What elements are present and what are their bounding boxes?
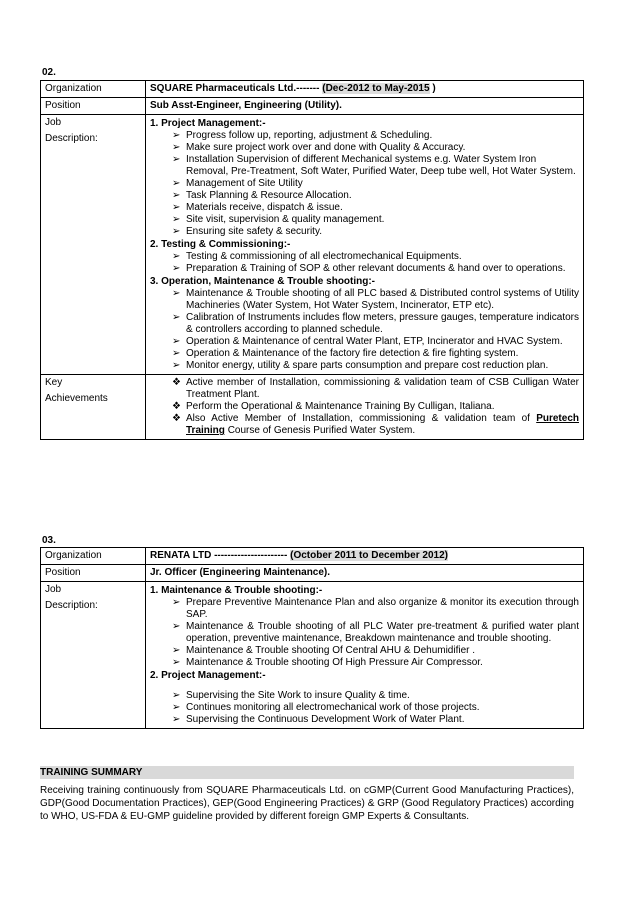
arrow-bullet-icon: ➢	[172, 130, 181, 141]
diamond-bullet-icon: ❖	[172, 413, 181, 424]
job-description-row	[41, 582, 584, 729]
arrow-bullet-icon: ➢	[172, 702, 181, 713]
arrow-bullet-icon: ➢	[172, 154, 181, 165]
arrow-bullet-icon: ➢	[172, 645, 181, 656]
list-item: ❖ Perform the Operational & Maintenance Training By Culligan, Italiana.	[172, 401, 495, 412]
job-description-label	[41, 115, 146, 375]
diamond-bullet-icon: ❖	[172, 401, 181, 412]
list-item: ➢ Maintenance & Trouble shooting of all PLC based & Distributed control systems of Utility Machineries (Water System, Hot Water System, Incinerator, ETP etc).	[172, 288, 579, 311]
arrow-bullet-icon: ➢	[172, 142, 181, 153]
key-achievements-row	[41, 375, 584, 440]
training-summary-heading: TRAINING SUMMARY	[40, 766, 574, 779]
list-item: ➢ Prepare Preventive Maintenance Plan and also organize & monitor its execution through SAP.	[172, 597, 579, 620]
list-item: ➢ Calibration of Instruments includes flow meters, pressure gauges, temperature indicators & controllers according to planned schedule.	[172, 312, 579, 335]
arrow-bullet-icon: ➢	[172, 190, 181, 201]
job-table-02	[40, 80, 584, 440]
list-item: ➢ Ensuring site safety & security.	[172, 226, 322, 237]
position-label: Position	[41, 98, 146, 115]
achievements-list	[150, 377, 579, 437]
list-item: ➢ Supervising the Site Work to insure Quality & time.	[172, 690, 410, 701]
list-item: ➢ Maintenance & Trouble shooting Of High Pressure Air Compressor.	[172, 657, 483, 668]
list-item: ➢ Management of Site Utility	[172, 178, 303, 189]
puretech-training-link: Puretech Training	[186, 413, 579, 436]
list-item: ➢ Installation Supervision of different Mechanical systems e.g. Water System Iron Removal, Pre-Treatment, Soft Water, Purified Water, Deep tube well, Hot Water System.	[172, 154, 576, 177]
job-label-line1: Job	[45, 584, 62, 595]
operation-maintenance-heading: 3. Operation, Maintenance & Trouble shooting:-	[150, 276, 376, 287]
organization-name: SQUARE Pharmaceuticals Ltd.-------	[150, 83, 320, 94]
arrow-bullet-icon: ➢	[172, 202, 181, 213]
list-item: ➢ Operation & Maintenance of central Water Plant, ETP, Incinerator and HVAC System.	[172, 336, 563, 347]
list-item: ➢ Testing & commissioning of all electromechanical Equipments.	[172, 251, 462, 262]
organization-period: (October 2011 to December 2012)	[290, 550, 448, 561]
position-row	[41, 565, 584, 582]
diamond-bullet-icon: ❖	[172, 377, 181, 388]
key-label-line1: Key	[45, 377, 63, 388]
testing-commissioning-list	[150, 251, 579, 275]
job-description-content	[146, 582, 584, 729]
list-item: ➢ Materials receive, dispatch & issue.	[172, 202, 343, 213]
list-item: ➢ Maintenance & Trouble shooting Of Central AHU & Dehumidifier .	[172, 645, 476, 656]
position-row	[41, 98, 584, 115]
list-item: ➢ Maintenance & Trouble shooting of all PLC Water pre-treatment & purified water plant operation, preventive maintenance, Breakdown maintenance and trouble shooting.	[172, 621, 579, 644]
maintenance-heading: 1. Maintenance & Trouble shooting:-	[150, 585, 323, 596]
organization-value	[146, 81, 584, 98]
testing-commissioning-heading: 2. Testing & Commissioning:-	[150, 239, 291, 250]
arrow-bullet-icon: ➢	[172, 263, 181, 274]
list-item: ➢ Make sure project work over and done with Quality & Accuracy.	[172, 142, 466, 153]
arrow-bullet-icon: ➢	[172, 178, 181, 189]
arrow-bullet-icon: ➢	[172, 597, 181, 608]
list-item: ➢ Task Planning & Resource Allocation.	[172, 190, 352, 201]
operation-maintenance-list	[150, 288, 579, 372]
position-value: Sub Asst-Engineer, Engineering (Utility).	[146, 98, 584, 115]
job-description-label	[41, 582, 146, 729]
key-label-line2: Achievements	[45, 393, 108, 404]
job-label-line2: Description:	[45, 133, 98, 144]
arrow-bullet-icon: ➢	[172, 214, 181, 225]
organization-row	[41, 548, 584, 565]
organization-value	[146, 548, 584, 565]
list-item: ➢ Progress follow up, reporting, adjustment & Scheduling.	[172, 130, 433, 141]
arrow-bullet-icon: ➢	[172, 714, 181, 725]
arrow-bullet-icon: ➢	[172, 348, 181, 359]
arrow-bullet-icon: ➢	[172, 360, 181, 371]
job-description-row	[41, 115, 584, 375]
list-item: ➢ Operation & Maintenance of the factory fire detection & fire fighting system.	[172, 348, 519, 359]
organization-label: Organization	[41, 81, 146, 98]
list-item: ➢ Preparation & Training of SOP & other relevant documents & hand over to operations.	[172, 263, 566, 274]
list-item: ➢ Continues monitoring all electromechanical work of those projects.	[172, 702, 480, 713]
arrow-bullet-icon: ➢	[172, 657, 181, 668]
arrow-bullet-icon: ➢	[172, 690, 181, 701]
organization-label: Organization	[41, 548, 146, 565]
list-item: ❖ Also Active Member of Installation, commissioning & validation team of Puretech Training Course of Genesis Purified Water System.	[172, 413, 579, 436]
organization-period: (Dec-2012 to May-2015	[322, 83, 430, 94]
list-item: ➢ Supervising the Continuous Development Work of Water Plant.	[172, 714, 465, 725]
training-summary-text: Receiving training continuously from SQUARE Pharmaceuticals Ltd. on cGMP(Current Good Manufacturing Practices), GDP(Good Documentation Practices), GEP(Good Engineering Practices) & GRP (Good Regulatory Practices) according to WHO, US-FDA & EU-GMP guideline provided by different foreign GMP Experts & Consultants.	[40, 785, 574, 822]
maintenance-list	[150, 597, 579, 669]
project-management-list	[150, 130, 579, 238]
arrow-bullet-icon: ➢	[172, 251, 181, 262]
project-management-list	[150, 690, 579, 726]
position-value: Jr. Officer (Engineering Maintenance).	[146, 565, 584, 582]
list-item: ➢ Site visit, supervision & quality management.	[172, 214, 385, 225]
organization-row	[41, 81, 584, 98]
section-number: 02.	[42, 67, 56, 78]
arrow-bullet-icon: ➢	[172, 336, 181, 347]
organization-name: RENATA LTD ----------------------	[150, 550, 288, 561]
job-description-content	[146, 115, 584, 375]
job-table-03	[40, 547, 584, 729]
position-label: Position	[41, 565, 146, 582]
arrow-bullet-icon: ➢	[172, 226, 181, 237]
list-item: ➢ Monitor energy, utility & spare parts consumption and prepare cost reduction plan.	[172, 360, 549, 371]
project-management-heading: 1. Project Management:-	[150, 118, 266, 129]
job-label-line2: Description:	[45, 600, 98, 611]
key-achievements-content	[146, 375, 584, 440]
list-item: ❖ Active member of Installation, commissioning & validation team of CSB Culligan Water Treatment Plant.	[172, 377, 579, 400]
project-management-heading: 2. Project Management:-	[150, 670, 266, 681]
section-number: 03.	[42, 535, 56, 546]
arrow-bullet-icon: ➢	[172, 312, 181, 323]
job-label-line1: Job	[45, 117, 62, 128]
organization-close: )	[432, 83, 436, 94]
key-achievements-label	[41, 375, 146, 440]
arrow-bullet-icon: ➢	[172, 288, 181, 299]
arrow-bullet-icon: ➢	[172, 621, 181, 632]
